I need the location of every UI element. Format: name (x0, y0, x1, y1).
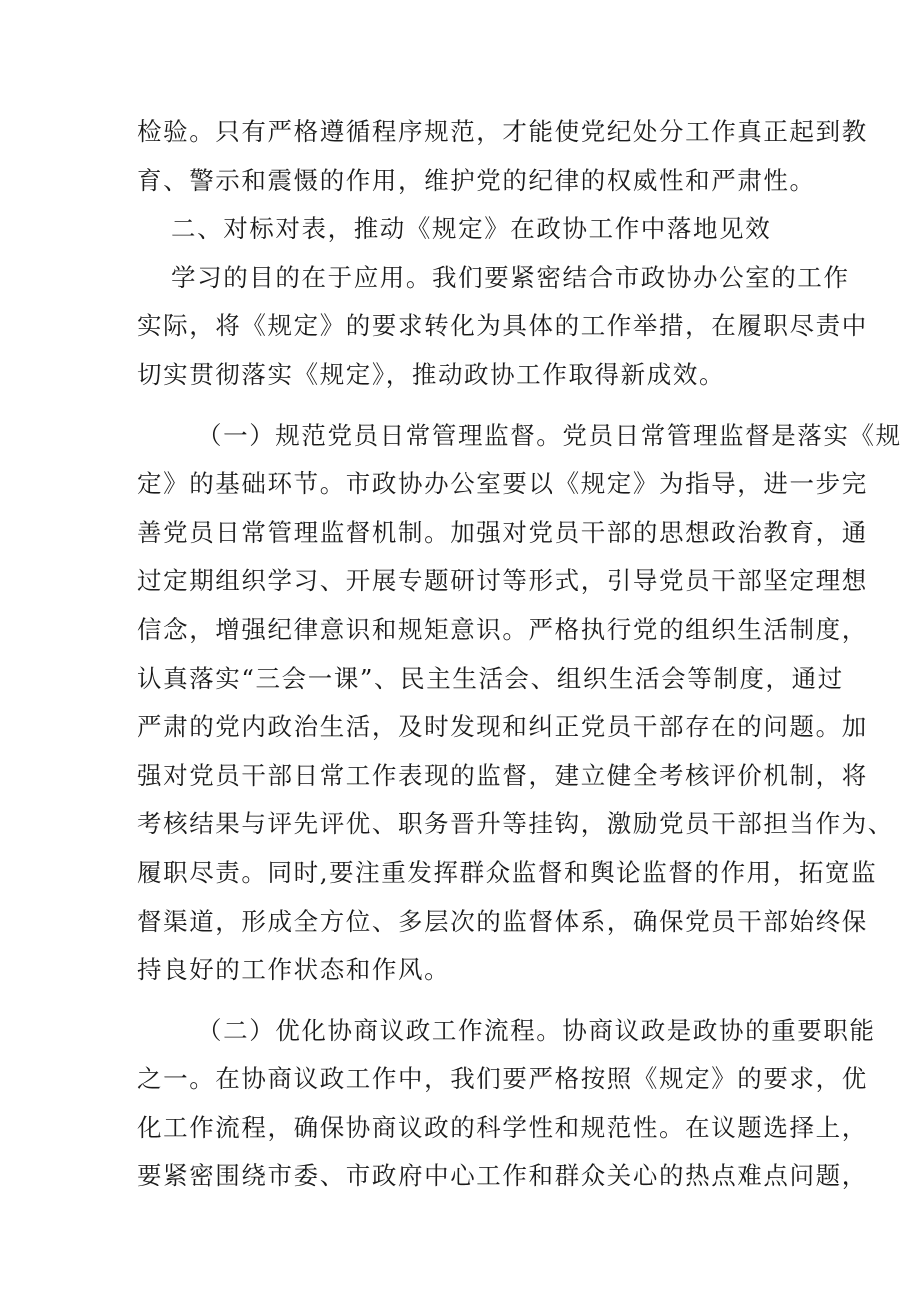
text-line: 定》的基础环节。市政协办公室要以《规定》为指导，进一步完 (137, 469, 868, 499)
text-line: 化工作流程，确保协商议政的科学性和规范性。在议题选择上， (137, 1112, 868, 1142)
text-line: 强对党员干部日常工作表现的监督，建立健全考核评价机制，将 (137, 760, 868, 790)
text-line: 督渠道，形成全方位、多层次的监督体系，确保党员干部始终保 (137, 906, 868, 936)
text-line: 认真落实“三会一课”、民主生活会、组织生活会等制度，通过 (137, 663, 844, 693)
text-line: 严肃的党内政治生活，及时发现和纠正党员干部存在的问题。加 (137, 712, 868, 742)
text-line: 考核结果与评先评优、职务晋升等挂钩，激励党员干部担当作为、 (137, 809, 894, 839)
section-heading: 二、对标对表，推动《规定》在政协工作中落地见效 (171, 214, 772, 244)
text-line: 要紧密围绕市委、市政府中心工作和群众关心的热点难点问题， (137, 1161, 868, 1191)
text-line: 实际，将《规定》的要求转化为具体的工作举措，在履职尽责中 (137, 311, 868, 341)
document-body (137, 108, 902, 1201)
subsection-heading: （一）规范党员日常管理监督。党员日常管理监督是落实《规 (197, 420, 902, 450)
text-line: 育、警示和震慑的作用，维护党的纪律的权威性和严肃性。 (137, 165, 816, 195)
text-line: 善党员日常管理监督机制。加强对党员干部的思想政治教育，通 (137, 517, 868, 547)
text-line: 切实贯彻落实《规定》，推动政协工作取得新成效。 (137, 359, 726, 389)
text-line: 持良好的工作状态和作风。 (137, 955, 451, 985)
text-line: 信念，增强纪律意识和规矩意识。严格执行党的组织生活制度， (137, 614, 868, 644)
subsection-heading: （二）优化协商议政工作流程。协商议政是政协的重要职能 (197, 1015, 876, 1045)
text-line: 检验。只有严格遵循程序规范，才能使党纪处分工作真正起到教 (137, 117, 868, 146)
text-line: 过定期组织学习、开展专题研讨等形式，引导党员干部坚定理想 (137, 566, 868, 596)
text-line: 之一。在协商议政工作中，我们要严格按照《规定》的要求，优 (137, 1064, 868, 1094)
text-line: 学习的目的在于应用。我们要紧密结合市政协办公室的工作 (171, 262, 850, 292)
text-line: 履职尽责。同时,要注重发挥群众监督和舆论监督的作用，拓宽监 (137, 857, 878, 887)
